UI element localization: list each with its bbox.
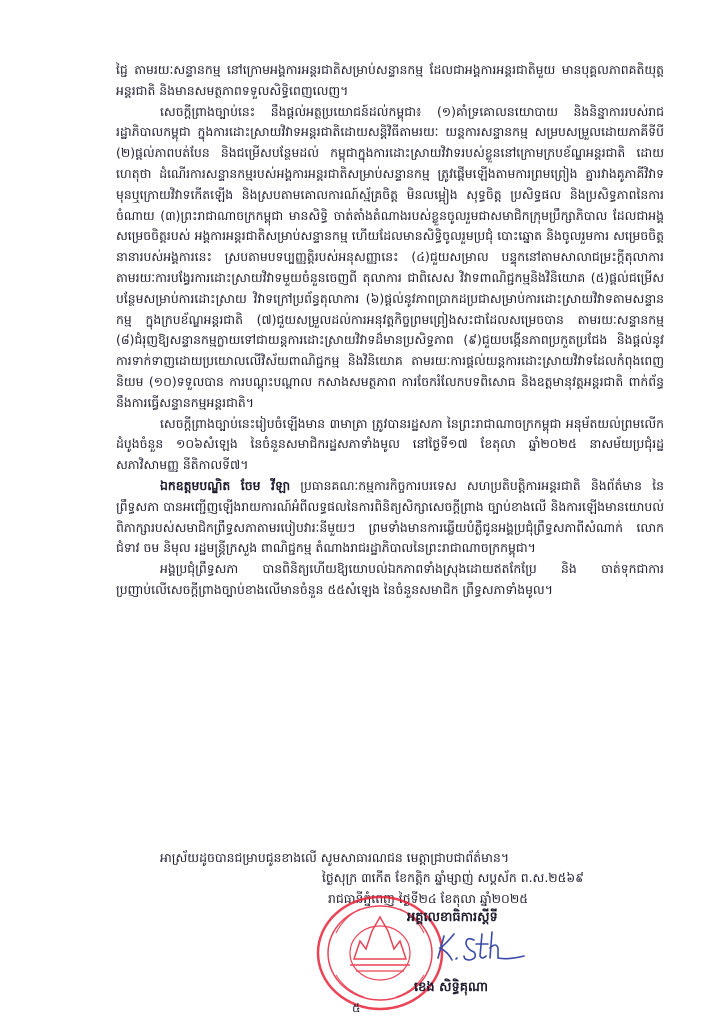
paragraph-report: [116, 476, 664, 559]
date-lunar: ថ្ងៃសុក្រ ៣កើត ខែកត្តិក ឆ្នាំម្សាញ់ សប្តស័ក ព.ស.២៥៦៩: [322, 870, 584, 885]
speaker-name: ឯកឧត្តមបណ្ឌិត ចែម វីឡា: [160, 477, 291, 493]
page-number: ៥: [352, 1001, 361, 1015]
paragraph-approval: សេចក្តីព្រាងច្បាប់នេះរៀបចំឡើងមាន ៣មាត្រា ត្រូវបានរដ្ឋសភា នៃព្រះរាជាណាចក្រកម្ពុជា អនុម័តយល់ព្រមលើកដំបូងចំនួន ១០៦សំឡេង នៃចំនួនសមាជិករដ្ឋសភាទាំងមូល នៅថ្ងៃទី១៧ ខែតុលា ឆ្នាំ២០២៥ នាសម័យប្រជុំរដ្ឋសភាវិសាមញ្ញ នីតិកាលទី៧។: [116, 415, 664, 473]
signatory-title: អគ្គលេខាធិការស្តីទី: [407, 910, 498, 925]
paragraph-continuation: ជ្ជៃ តាមរយៈសន្ទានកម្ម នៅក្រោមអង្គការអន្តរជាតិសម្រាប់សន្ទានកម្ម ដែលជាអង្គការអន្តរជាតិមួយ មានបុគ្គលភាពគតិយុត្តអន្តរជាតិ និងមានសមត្ថភាពទទួលសិទ្ធិពេញលេញ។: [116, 62, 664, 98]
closing-line: អាស្រ័យដូចបានជម្រាបជូនខាងលើ សូមសាធារណជន មេត្តាជ្រាបជាព័ត៌មាន។: [160, 850, 509, 865]
document-body: [116, 60, 664, 601]
paragraph-report-text: ប្រធានគណៈកម្មការកិច្ចការបរទេស សហប្រតិបត្តិការអន្តរជាតិ និងព័ត៌មាន នៃព្រឹទ្ធសភា បានអញ្ជើញឡើងរាយការណ៍អំពីលទ្ធផលនៃការពិនិត្យសិក្សាសេចក្តីព្រាង ច្បាប់ខាងលើ និងការឡើងមានយោបល់ពិភាក្សារបស់សមាជិកព្រឹទ្ធសភាតាមរបៀបវារៈនីមួយៗ ព្រមទាំងមានការឆ្លើយបំភ្លឺជូនអង្គប្រជុំព្រឹទ្ធសភាពីសំណាក់ លោកជំទាវ ចម និមុល រដ្ឋមន្ត្រីក្រសួង ពាណិជ្ជកម្ម តំណាងរាជរដ្ឋាភិបាលនៃព្រះរាជាណាចក្រកម្ពុជា។: [116, 477, 664, 556]
paragraph-senate-vote: អង្គប្រជុំព្រឹទ្ធសភា បានពិនិត្យហើយឱ្យយោបល់ឯកភាពទាំងស្រុងដោយឥតកែប្រែ និង ចាត់ទុកជាការប្រញាប់លើសេចក្តីព្រាងច្បាប់ខាងលើមានចំនួន ៥៥សំឡេង នៃចំនួនសមាជិក ព្រឹទ្ធសភាទាំងមូល។: [116, 561, 664, 597]
signature-icon: [430, 926, 530, 972]
signatory-name: ខេង សិទ្ធិគុណា: [414, 980, 489, 995]
paragraph-benefits: សេចក្តីព្រាងច្បាប់នេះ នឹងផ្តល់អត្ថប្រយោជន៍ដល់កម្ពុជា៖ (១)គាំទ្រគោលនយោបាយ និងនិន្នាការរបស់រាជរដ្ឋាភិបាលកម្ពុជា ក្នុងការដោះស្រាយវិវាទអន្តរជាតិដោយសន្តិវិធីតាមរយៈ យន្តការសន្ទានកម្ម សម្របសម្រួលដោយភាគីទីបី (២)ផ្តល់ភាពបត់បែន និងជម្រើសបន្ថែមដល់ កម្ពុជាក្នុងការដោះស្រាយវិវាទរបស់ខ្លួននៅក្រោមក្របខ័ណ្ឌអន្តរជាតិ ដោយហេតុថា ដំណើរការសន្ទានកម្មរបស់អង្គការអន្តរជាតិសម្រាប់សន្ទានកម្ម ត្រូវផ្តើមឡើងតាមការព្រមព្រៀង គ្នារវាងគូភាគីវិវាទមុនឬក្រោយវិវាទកើតឡើង និងស្របតាមគោលការណ៍ស្ម័គ្រចិត្ត មិនលម្អៀង សុទ្ធចិត្ត ប្រសិទ្ធផល និងប្រសិទ្ធភាពនៃការចំណាយ (៣)ព្រះរាជាណាចក្រកម្ពុជា មានសិទ្ធិ ចាត់តាំងតំណាងរបស់ខ្លួនចូលរួមជាសមាជិកក្រុមប្រឹក្សាភិបាល ដែលជាអង្គសម្រេចចិត្តរបស់ អង្គការអន្តរជាតិសម្រាប់សន្ទានកម្ម ហើយដែលមានសិទ្ធិចូលរួមប្រជុំ បោះឆ្នោត និងចូលរួមការ សម្រេចចិត្តនានារបស់អង្គការនេះ ស្របតាមបទប្បញ្ញត្តិរបស់អនុសញ្ញានេះ (៤)ជួយសម្រាល បន្ទុកនៅតាមសាលាជម្រះក្តីតុលាការ តាមរយៈការបង្វែរការដោះស្រាយវិវាទមួយចំនួនចេញពី តុលាការ ជាពិសេស វិវាទពាណិជ្ជកម្មនិងវិនិយោគ (៥)ផ្តល់ជម្រើសបន្ថែមសម្រាប់ការដោះស្រាយ វិវាទក្រៅប្រព័ន្ធតុលាការ (៦)ផ្តល់នូវភាពប្រាកដប្រជាសម្រាប់ការដោះស្រាយវិវាទតាមសន្ទានកម្ម ក្នុងក្របខ័ណ្ឌអន្តរជាតិ (៧)ជួយសម្រួលដល់ការអនុវត្តកិច្ចព្រមព្រៀងសះជាដែលសម្រេចបាន តាមរយៈសន្ទានកម្ម (៨)ជំរុញឱ្យសន្ទានកម្មក្លាយទៅជាយន្តការដោះស្រាយវិវាទដ៏មានប្រសិទ្ធភាព (៩)ជួយបង្កើនភាពប្រកួតប្រជែង និងផ្តល់នូវការទាក់ទាញដោយប្រយោលលើវិស័យពាណិជ្ជកម្ម និងវិនិយោគ តាមរយៈការផ្តល់យន្តការដោះស្រាយវិវាទដែលកំពុងពេញនិយម (១០)ទទួលបាន ការបណ្តុះបណ្តាល កសាងសមត្ថភាព ការចែករំលែកបទពិសោធ និងឧត្តមានុវត្តអន្តរជាតិ ពាក់ព័ន្ធ នឹងការធ្វើសន្ទានកម្មអន្តរជាតិ។: [116, 103, 664, 410]
date-solar: រាជធានីភ្នំពេញ ថ្ងៃទី២៤ ខែតុលា ឆ្នាំ២០២៥: [328, 890, 528, 906]
